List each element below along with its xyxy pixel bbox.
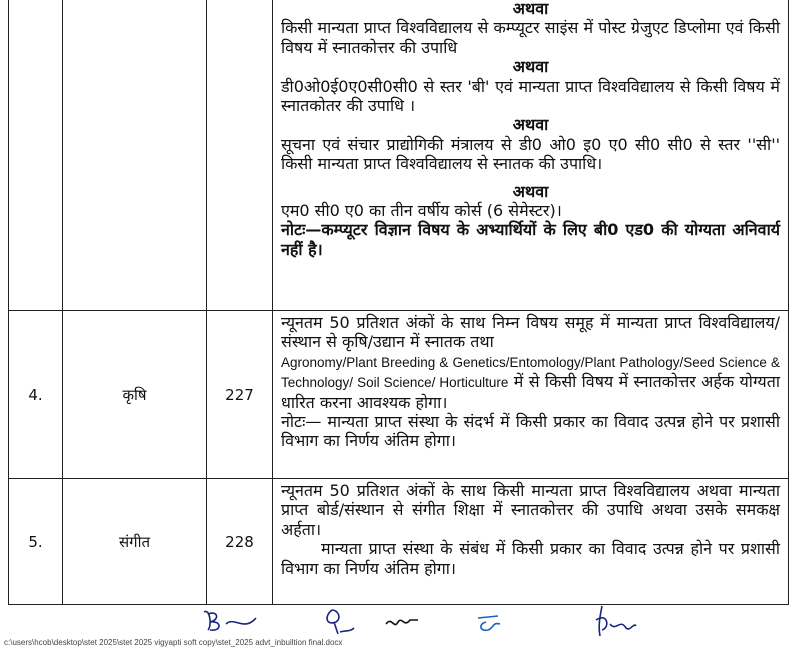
qualification-table [8, 0, 789, 605]
table-row-music [9, 479, 789, 605]
english-subject-list: Agronomy/Plant Breeding & Genetics/Entomology/Plant Pathology/Seed Science & Technology/ Soil Science/ Horticulture [281, 354, 780, 391]
footer-file-path: c:\users\hcob\desktop\stet 2025\stet 2025 vigyapti soft copy\stet_2025 advt_inbuiltion final.docx [4, 638, 343, 647]
table-row-agriculture [9, 311, 789, 479]
qualification-para: डी0ओ0ई0ए0सी0सी0 से स्तर 'बी' एवं मान्यता प्राप्त विश्वविद्यालय से किसी विषय में स्नातकोतर की उपाधि । [281, 76, 780, 116]
subject-name: संगीत [63, 479, 207, 605]
subject-code: 227 [207, 311, 273, 479]
or-label: अथवा [512, 57, 549, 77]
subject-name: कृषि [63, 311, 207, 479]
signature-4 [472, 612, 508, 636]
qualification-text [273, 479, 789, 605]
note-para: नोटः— मान्यता प्राप्त संस्था के संदर्भ में किसी प्रकार का विवाद उत्पन्न होने पर प्रशासी विभाग का निर्णय अंतिम होगा। [281, 412, 780, 451]
qualification-para: किसी मान्यता प्राप्त विश्वविद्यालय से कम्प्यूटर साइंस में पोस्ट ग्रेजुएट डिप्लोमा एवं किसी विषय में स्नातकोत्तर की उपाधि [281, 18, 780, 57]
row-number: 4. [9, 311, 63, 479]
qualification-para: न्यूनतम 50 प्रतिशत अंकों के साथ निम्न विषय समूह में मान्यता प्राप्त विश्वविद्यालय/संस्थान से कृषि/उद्यान में स्नातक तथा [281, 313, 780, 352]
table-row-computer-science-cont [9, 0, 789, 311]
qualification-text [273, 0, 789, 311]
qualification-para [281, 352, 780, 412]
qualification-para: एम0 सी0 ए0 का तीन वर्षीय कोर्स (6 सेमेस्टर)। [281, 201, 562, 221]
subject-name [63, 0, 207, 311]
qualification-text [273, 311, 789, 479]
signature-5 [590, 600, 640, 640]
note-para: नोटः—कम्प्यूटर विज्ञान विषय के अभ्यार्थियों के लिए बी0 एड0 की योग्यता अनिवार्य नहीं है। [281, 220, 780, 259]
signature-2 [318, 606, 358, 638]
qualification-para: सूचना एवं संचार प्राद्योगिकी मंत्रालय से डी0 ओ0 इ0 ए0 सी0 सी0 से स्तर ''सी'' किसी मान्यता प्राप्त विश्वविद्यालय से स्नातक की उपाधि। [281, 134, 780, 174]
note-para: मान्यता प्राप्त संस्था के संबंध में किसी प्रकार का विवाद उत्पन्न होने पर प्रशासी विभाग का निर्णय अंतिम होगा। [281, 539, 780, 578]
or-label: अथवा [512, 115, 549, 135]
or-label: अथवा [512, 0, 549, 18]
row-number: 5. [9, 479, 63, 605]
signature-1 [200, 606, 260, 636]
qualification-para: न्यूनतम 50 प्रतिशत अंकों के साथ किसी मान्यता प्राप्त विश्वविद्यालय अथवा मान्यता प्राप्त बोर्ड/संस्थान से संगीत शिक्षा में स्नातकोत्तर की उपाधि अथवा उसके समकक्ष अर्हता। [281, 481, 780, 539]
subject-code: 228 [207, 479, 273, 605]
or-label: अथवा [512, 181, 549, 201]
qualification-suffix: में से किसी विषय में स्नातकोत्तर अर्हक योग्यता धारित करना आवश्यक होगा। [281, 372, 780, 412]
subject-code [207, 0, 273, 311]
signature-3 [384, 612, 424, 634]
row-number [9, 0, 63, 311]
